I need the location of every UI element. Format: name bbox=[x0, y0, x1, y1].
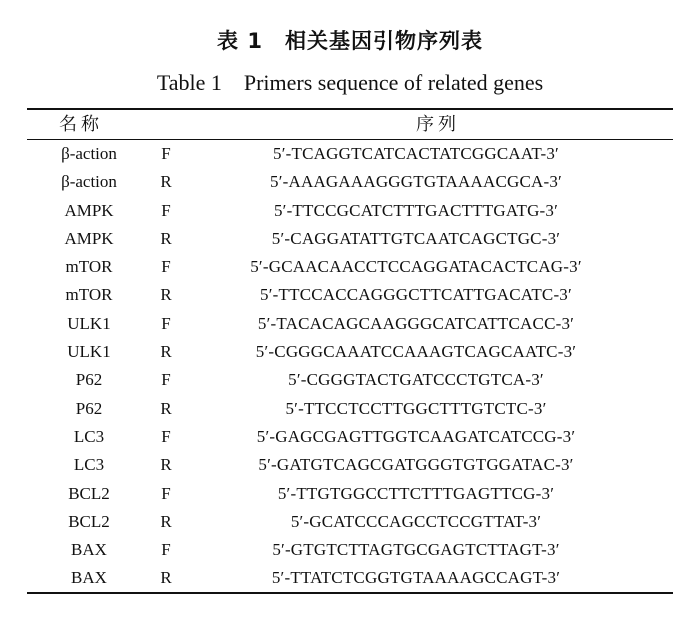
primer-direction-cell: R bbox=[160, 511, 172, 531]
table-bottom-rule bbox=[27, 592, 673, 594]
table-row bbox=[27, 168, 673, 196]
gene-name-cell: P62 bbox=[75, 398, 103, 418]
gene-name-cell: BCL2 bbox=[68, 511, 110, 531]
primer-sequence-cell: 5′-TTCCACCAGGGCTTCATTGACATC-3′ bbox=[260, 285, 572, 305]
table-title-chinese: 表 1 相关基因引物序列表 bbox=[217, 29, 483, 53]
primer-direction-cell: F bbox=[161, 200, 171, 220]
table-row bbox=[27, 508, 673, 536]
primer-sequence-cell: 5′-TTCCGCATCTTTGACTTTGATG-3′ bbox=[273, 200, 559, 220]
table-row bbox=[27, 564, 673, 592]
primer-sequence-cell: 5′-GCAACAACCTCCAGGATACACTCAG-3′ bbox=[250, 257, 582, 277]
primer-direction-cell: F bbox=[161, 144, 171, 163]
gene-name-cell: β-action bbox=[61, 144, 117, 163]
gene-name-cell: ULK1 bbox=[67, 313, 111, 333]
primer-sequence-cell: 5′-CAGGATATTGTCAATCAGCTGC-3′ bbox=[271, 228, 561, 248]
gene-name-cell: BAX bbox=[71, 540, 107, 560]
primer-direction-cell: R bbox=[160, 172, 172, 192]
table-row bbox=[27, 423, 673, 451]
primer-sequence-cell: 5′-AAAGAAAGGGTGTAAAACGCA-3′ bbox=[270, 172, 562, 192]
primer-sequence-cell: 5′-TTCCTCCTTGGCTTTGTCTC-3′ bbox=[285, 398, 547, 418]
table-body bbox=[27, 140, 673, 593]
table-row bbox=[27, 338, 673, 366]
table-row bbox=[27, 310, 673, 338]
table-row bbox=[27, 395, 673, 423]
table-row bbox=[27, 536, 673, 564]
gene-name-cell: ULK1 bbox=[67, 342, 111, 362]
table-row bbox=[27, 197, 673, 225]
table-header-row bbox=[27, 110, 673, 139]
primer-sequence-cell: 5′-CGGGTACTGATCCCTGTCA-3′ bbox=[288, 370, 544, 390]
primer-direction-cell: R bbox=[160, 285, 172, 305]
primer-direction-cell: F bbox=[161, 313, 171, 333]
primer-direction-cell: R bbox=[160, 228, 172, 248]
gene-name-cell: AMPK bbox=[64, 228, 114, 248]
primer-sequence-cell: 5′-GTGTCTTAGTGCGAGTCTTAGT-3′ bbox=[272, 540, 560, 560]
gene-name-cell: LC3 bbox=[73, 455, 105, 475]
header-sequence: 序列 bbox=[416, 114, 460, 135]
primer-sequence-cell: 5′-GCATCCCAGCCTCCGTTAT-3′ bbox=[290, 511, 542, 531]
primer-direction-cell: R bbox=[160, 398, 172, 418]
primer-sequence-cell: 5′-GAGCGAGTTGGTCAAGATCATCCG-3′ bbox=[256, 426, 576, 446]
table-row bbox=[27, 366, 673, 394]
primer-direction-cell: R bbox=[160, 568, 172, 588]
primer-sequence-cell: 5′-TTATCTCGGTGTAAAAGCCAGT-3′ bbox=[271, 568, 561, 588]
gene-name-cell: mTOR bbox=[65, 285, 113, 305]
gene-name-cell: β-action bbox=[61, 172, 117, 192]
table-row bbox=[27, 225, 673, 253]
gene-name-cell: BCL2 bbox=[68, 483, 110, 503]
gene-name-cell: mTOR bbox=[65, 257, 113, 277]
primer-sequence-cell: 5′-CGGGCAAATCCAAAGTCAGCAATC-3′ bbox=[255, 342, 577, 362]
primer-direction-cell: R bbox=[160, 342, 172, 362]
table-row bbox=[27, 281, 673, 309]
gene-name-cell: AMPK bbox=[64, 200, 114, 220]
primer-direction-cell: F bbox=[161, 483, 171, 503]
gene-name-cell: P62 bbox=[75, 370, 103, 390]
primer-sequence-cell: 5′-TCAGGTCATCACTATCGGCAAT-3′ bbox=[273, 144, 559, 163]
gene-name-cell: BAX bbox=[71, 568, 107, 588]
table-row bbox=[27, 140, 673, 168]
table-row bbox=[27, 451, 673, 479]
primer-direction-cell: F bbox=[161, 426, 171, 446]
primer-direction-cell: F bbox=[161, 370, 171, 390]
primer-direction-cell: F bbox=[161, 257, 171, 277]
table-row bbox=[27, 480, 673, 508]
primer-sequence-cell: 5′-TTGTGGCCTTCTTTGAGTTCG-3′ bbox=[277, 483, 555, 503]
gene-name-cell: LC3 bbox=[73, 426, 105, 446]
primer-direction-cell: R bbox=[160, 455, 172, 475]
header-name: 名称 bbox=[59, 114, 103, 135]
table-title-english: Table 1 Primers sequence of related genes bbox=[156, 70, 544, 95]
primer-direction-cell: F bbox=[161, 540, 171, 560]
primer-sequence-cell: 5′-TACACAGCAAGGGCATCATTCACC-3′ bbox=[257, 313, 575, 333]
primer-sequence-cell: 5′-GATGTCAGCGATGGGTGTGGATAC-3′ bbox=[258, 455, 574, 475]
table-row bbox=[27, 253, 673, 281]
